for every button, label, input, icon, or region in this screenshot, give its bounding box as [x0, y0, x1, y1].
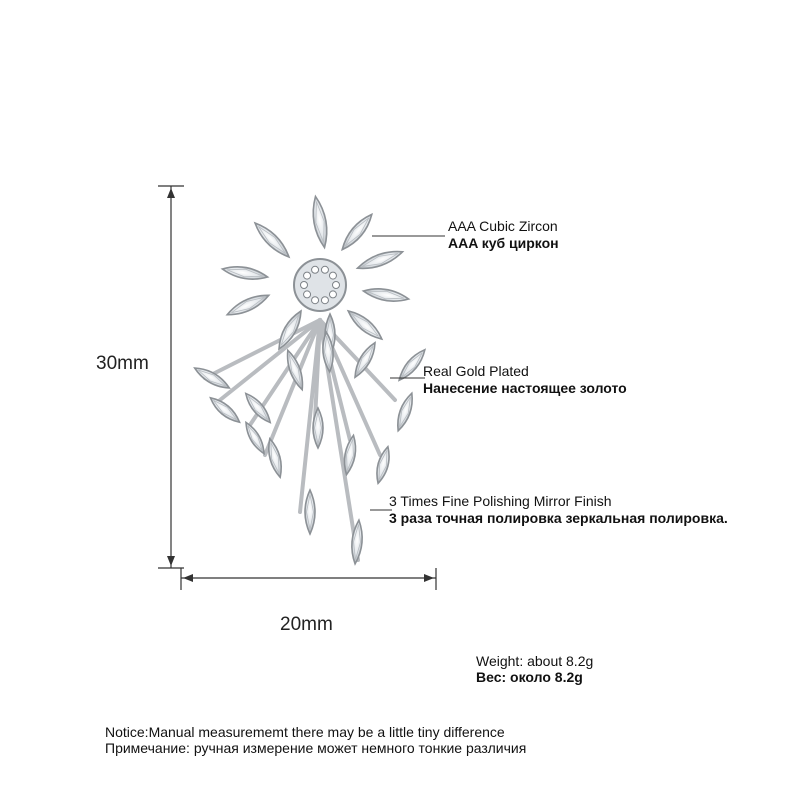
- callout-polishing: [389, 493, 728, 527]
- notice: [105, 724, 526, 756]
- marquise-stone: [242, 420, 268, 456]
- pave-stone: [329, 291, 336, 298]
- marquise-stone: [251, 219, 293, 261]
- callout-en: AAA Cubic Zircon: [448, 218, 558, 234]
- callout-ru: 3 раза точная полировка зеркальная полировка.: [389, 510, 728, 526]
- width-dimension-line: [181, 568, 436, 590]
- callout-gold-plated: [423, 363, 627, 397]
- callout-ru: AAA куб циркон: [448, 235, 559, 251]
- marquise-stone: [356, 247, 405, 274]
- pave-stone: [304, 272, 311, 279]
- weight-ru: Вес: около 8.2g: [476, 669, 583, 685]
- pave-stone: [304, 291, 311, 298]
- pave-stone: [321, 266, 328, 273]
- marquise-stone: [362, 286, 409, 305]
- notice-en: Notice:Manual measurememt there may be a little tiny difference: [105, 724, 505, 740]
- marquise-stone: [207, 394, 243, 426]
- pave-stone: [312, 266, 319, 273]
- pave-stone: [333, 282, 340, 289]
- pave-stone: [321, 297, 328, 304]
- callout-ru: Нанесение настоящее золото: [423, 380, 627, 396]
- marquise-stone: [221, 264, 268, 283]
- marquise-stone: [338, 211, 376, 253]
- marquise-stone: [305, 490, 315, 534]
- pave-stone: [329, 272, 336, 279]
- marquise-stone: [393, 391, 416, 432]
- callout-cubic-zircon: [448, 218, 559, 252]
- marquise-stone: [345, 307, 386, 344]
- marquise-stone: [225, 290, 271, 319]
- pave-stone: [301, 282, 308, 289]
- weight-en: Weight: about 8.2g: [476, 653, 594, 669]
- height-label: 30mm: [96, 353, 149, 374]
- callout-en: 3 Times Fine Polishing Mirror Finish: [389, 493, 612, 509]
- pave-stone: [312, 297, 319, 304]
- width-label: 20mm: [280, 614, 333, 635]
- height-dimension-line: [158, 186, 184, 568]
- notice-ru: Примечание: ручная измерение может немного тонкие различия: [105, 740, 527, 756]
- callout-en: Real Gold Plated: [423, 363, 529, 379]
- marquise-stone: [310, 195, 331, 248]
- weight-info: [476, 653, 593, 685]
